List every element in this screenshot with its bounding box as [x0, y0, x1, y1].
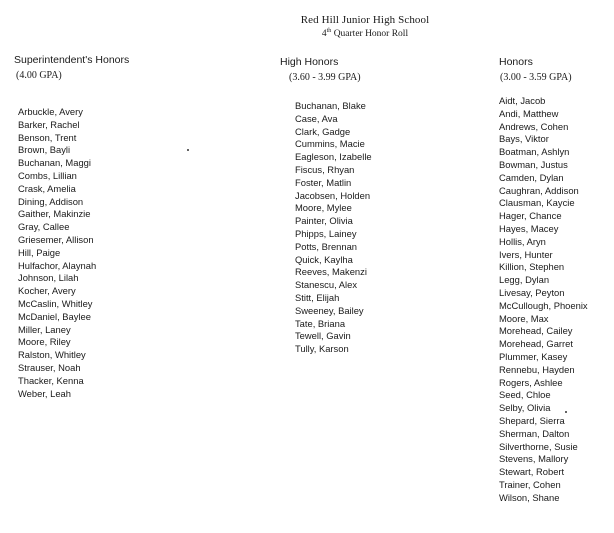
high-honors-column — [280, 56, 372, 355]
student-name: Morehead, Cailey — [499, 325, 573, 337]
student-name: Barker, Rachel — [18, 118, 80, 130]
column-heading: High Honors — [280, 56, 339, 68]
student-name: Johnson, Lilah — [18, 272, 79, 284]
student-name: Stewart, Robert — [499, 466, 565, 478]
student-name: Buchanan, Blake — [295, 100, 366, 111]
gpa-range: (3.60 - 3.99 GPA) — [289, 72, 361, 83]
student-name: Selby, Olivia — [499, 402, 551, 414]
name-list — [499, 95, 588, 505]
student-name: Kocher, Avery — [18, 285, 76, 297]
student-name: Killion, Stephen — [499, 261, 565, 273]
honors-column — [499, 56, 588, 503]
student-name: Andrews, Cohen — [499, 120, 569, 132]
superintendents-honors-column — [14, 54, 130, 399]
student-name: Case, Ava — [295, 112, 338, 124]
student-name: Andi, Matthew — [499, 107, 559, 119]
student-name: Morehead, Garret — [499, 338, 573, 350]
quarter-suffix: th — [326, 27, 332, 34]
student-name: Rennebu, Hayden — [499, 363, 575, 375]
student-name: Weber, Leah — [18, 387, 71, 399]
student-name: Boatman, Ashlyn — [499, 146, 570, 158]
student-name: Legg, Dylan — [499, 274, 550, 286]
student-name: Gray, Callee — [18, 221, 70, 233]
scan-speck — [187, 149, 189, 151]
student-name: Thacker, Kenna — [18, 374, 84, 386]
student-name: Moore, Max — [499, 312, 549, 324]
student-name: McCullough, Phoenix — [499, 299, 588, 311]
student-name: Combs, Lillian — [18, 169, 77, 181]
student-name: Hager, Chance — [499, 210, 562, 222]
student-name: Quick, Kaylha — [295, 253, 353, 265]
student-name: Stevens, Mallory — [499, 453, 569, 465]
student-name: Shepard, Sierra — [499, 414, 565, 426]
honor-roll-label: Quarter Honor Roll — [333, 29, 409, 39]
student-name: Aidt, Jacob — [499, 95, 546, 106]
student-name: Wilson, Shane — [499, 491, 560, 503]
student-name: Griesemer, Allison — [18, 233, 94, 245]
document-header — [200, 14, 530, 40]
student-name: Arbuckle, Avery — [18, 106, 83, 117]
student-name: Eagleson, Izabelle — [295, 151, 372, 163]
name-list — [18, 106, 96, 400]
student-name: Livesay, Peyton — [499, 286, 565, 298]
student-name: Fiscus, Rhyan — [295, 163, 355, 175]
student-name: McCaslin, Whitley — [18, 297, 93, 309]
student-name: Tewell, Gavin — [295, 330, 351, 342]
student-name: Potts, Brennan — [295, 240, 358, 252]
student-name: Gaither, Makinzie — [18, 208, 91, 220]
student-name: Benson, Trent — [18, 131, 77, 143]
student-name: Hayes, Macey — [499, 222, 559, 234]
student-name: Bowman, Justus — [499, 158, 568, 170]
student-name: Painter, Olivia — [295, 215, 353, 227]
student-name: Sherman, Dalton — [499, 427, 570, 439]
student-name: Hulfachor, Alaynah — [18, 259, 97, 271]
student-name: Moore, Mylee — [295, 202, 352, 214]
student-name: Tully, Karson — [295, 343, 349, 355]
student-name: Clausman, Kaycie — [499, 197, 575, 209]
student-name: Dining, Addison — [18, 195, 84, 207]
name-list — [295, 100, 372, 356]
student-name: Ralston, Whitley — [18, 349, 86, 361]
student-name: Bays, Viktor — [499, 133, 549, 145]
student-name: Foster, Matlin — [295, 176, 352, 188]
student-name: Hill, Paige — [18, 246, 61, 258]
student-name: Camden, Dylan — [499, 171, 564, 183]
student-name: Clark, Gadge — [295, 125, 351, 137]
student-name: Reeves, Makenzi — [295, 266, 367, 278]
student-name: Moore, Riley — [18, 336, 71, 348]
student-name: Stanescu, Alex — [295, 279, 358, 291]
student-name: Stitt, Elijah — [295, 291, 340, 303]
student-name: Strauser, Noah — [18, 361, 81, 373]
student-name: Crask, Amelia — [18, 182, 76, 194]
student-name: Phipps, Lainey — [295, 227, 357, 239]
student-name: Sweeney, Bailey — [295, 304, 364, 316]
student-name: Tate, Briana — [295, 317, 346, 329]
gpa-range: (4.00 GPA) — [16, 70, 62, 81]
school-name: Red Hill Junior High School — [300, 14, 430, 26]
student-name: Hollis, Aryn — [499, 235, 546, 247]
column-heading: Honors — [499, 56, 533, 68]
student-name: McDaniel, Baylee — [18, 310, 91, 322]
quarter-number: 4 — [321, 29, 327, 39]
student-name: Caughran, Addison — [499, 184, 579, 196]
student-name: Seed, Chloe — [499, 389, 551, 401]
student-name: Ivers, Hunter — [499, 248, 553, 260]
gpa-range: (3.00 - 3.59 GPA) — [500, 72, 572, 83]
scan-speck — [565, 411, 567, 413]
student-name: Rogers, Ashlee — [499, 376, 563, 388]
honor-roll-title — [200, 28, 530, 40]
student-name: Trainer, Cohen — [499, 478, 561, 490]
student-name: Plummer, Kasey — [499, 350, 568, 362]
column-heading: Superintendent's Honors — [14, 54, 130, 66]
student-name: Miller, Laney — [18, 323, 71, 335]
student-name: Silverthorne, Susie — [499, 440, 578, 452]
student-name: Cummins, Macie — [295, 138, 365, 150]
student-name: Buchanan, Maggi — [18, 157, 91, 169]
student-name: Brown, Bayli — [18, 144, 71, 156]
student-name: Jacobsen, Holden — [295, 189, 371, 201]
